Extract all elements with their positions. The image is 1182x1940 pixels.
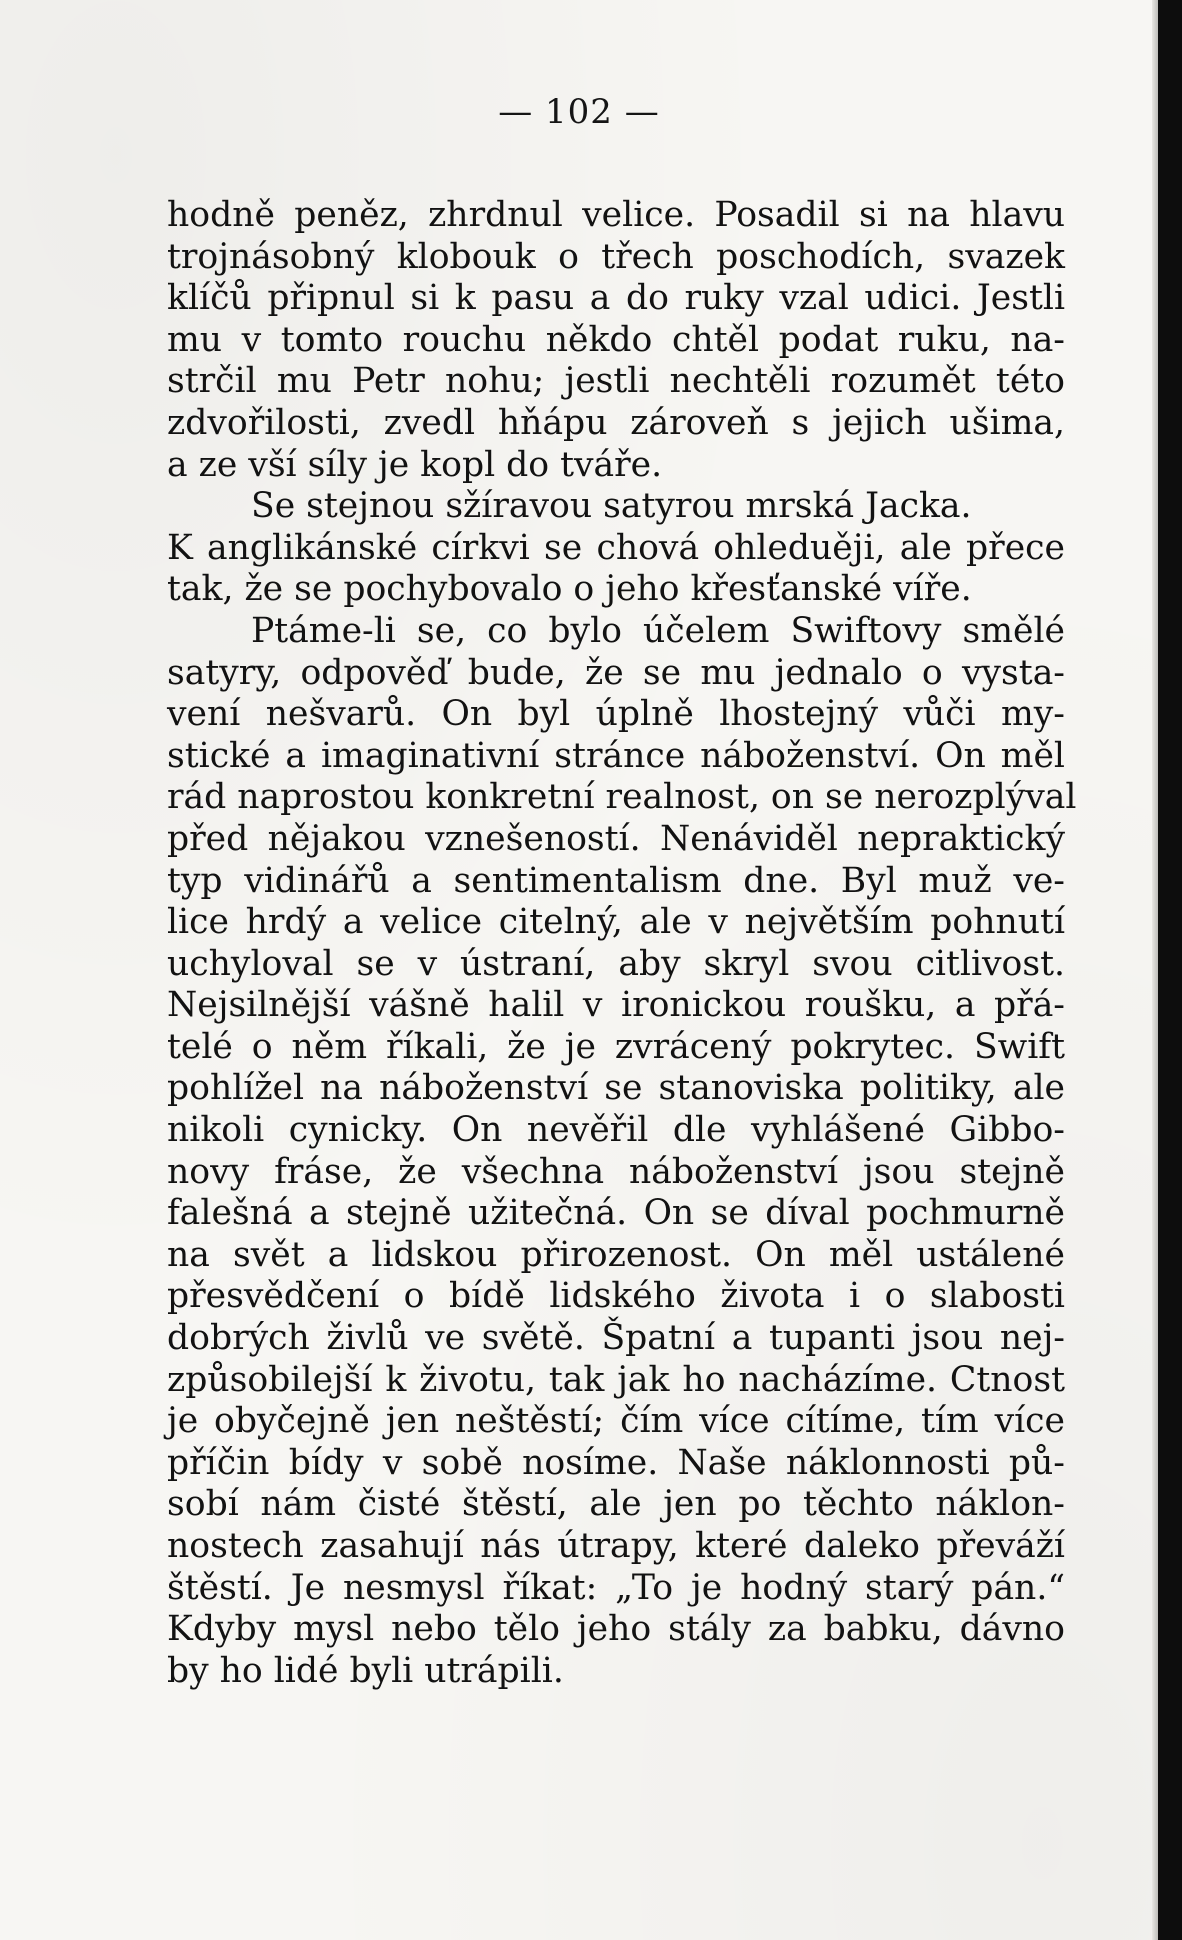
text-line: mu v tomto rouchu někdo chtěl podat ruku, na- [167, 319, 1065, 360]
text-line: přesvědčení o bídě lidského života i o slabosti [167, 1276, 1065, 1317]
text-line: Ptáme-li se, co bylo účelem Swiftovy smělé [251, 610, 1065, 651]
text-line: způsobilejší k životu, tak jak ho nacházíme. Ctnost [167, 1359, 1065, 1400]
text-line: klíčů připnul si k pasu a do ruky vzal udici. Jestli [167, 278, 1065, 319]
text-line: před nějakou vznešeností. Nenáviděl nepraktický [167, 818, 1065, 859]
text-line: by ho lidé byli utrápili. [167, 1650, 564, 1691]
text-line: a ze vší síly je kopl do tváře. [167, 444, 663, 485]
text-line: na svět a lidskou přirozenost. On měl ustálené [167, 1234, 1065, 1275]
text-line: dobrých živlů ve světě. Špatní a tupanti jsou nej- [167, 1318, 1065, 1359]
text-line: Nejsilnější vášně halil v ironickou roušku, a přá- [167, 985, 1065, 1026]
text-line: štěstí. Je nesmysl říkat: „To je hodný starý pán.“ [167, 1567, 1065, 1608]
text-line: Se stejnou sžíravou satyrou mrská Jacka. [251, 486, 972, 527]
text-line: uchyloval se v ústraní, aby skryl svou citlivost. [167, 943, 1065, 984]
body-text [167, 195, 1077, 1692]
text-line: nostech zasahují nás útrapy, které daleko převáží [167, 1526, 1065, 1566]
page-number: — 102 — [498, 92, 660, 132]
text-line: lice hrdý a velice citelný, ale v největším pohnutí [167, 902, 1065, 943]
text-line: hodně peněz, zhrdnul velice. Posadil si na hlavu [167, 195, 1065, 235]
text-line: stické a imaginativní stránce náboženství. On měl [167, 735, 1065, 776]
text-line: novy fráse, že všechna náboženství jsou stejně [167, 1151, 1065, 1192]
text-line: zdvořilosti, zvedl hňápu zároveň s jejich ušima, [167, 402, 1065, 443]
text-line: falešná a stejně užitečná. On se díval pochmurně [167, 1193, 1065, 1234]
text-line: příčin bídy v sobě nosíme. Naše náklonnosti pů- [167, 1442, 1065, 1483]
text-line: typ vidinářů a sentimentalism dne. Byl muž ve- [167, 860, 1065, 901]
text-line: Kdyby mysl nebo tělo jeho stály za babku, dávno [167, 1609, 1065, 1650]
text-line: strčil mu Petr nohu; jestli nechtěli rozumět této [167, 361, 1065, 402]
text-line: trojnásobný klobouk o třech poschodích, svazek [167, 236, 1065, 277]
scan-border [1158, 0, 1182, 1940]
text-line: vení nešvarů. On byl úplně lhostejný vůči my- [167, 694, 1065, 735]
text-line: telé o něm říkali, že je zvrácený pokrytec. Swift [167, 1026, 1065, 1067]
text-line: je obyčejně jen neštěstí; čím více cítíme, tím více [167, 1401, 1065, 1442]
text-line: nikoli cynicky. On nevěřil dle vyhlášené Gibbo- [167, 1110, 1065, 1151]
text-line: tak, že se pochybovalo o jeho křesťanské víře. [167, 569, 972, 610]
text-line: satyry, odpověď bude, že se mu jednalo o vysta- [167, 652, 1065, 693]
text-line: pohlížel na náboženství se stanoviska politiky, ale [167, 1068, 1065, 1109]
text-line: rád naprostou konkretní realnost, on se nerozplýval [167, 777, 1077, 818]
text-line: sobí nám čisté štěstí, ale jen po těchto náklon- [167, 1484, 1065, 1525]
text-line: K anglikánské církvi se chová ohleduěji, ale přece [167, 527, 1065, 568]
